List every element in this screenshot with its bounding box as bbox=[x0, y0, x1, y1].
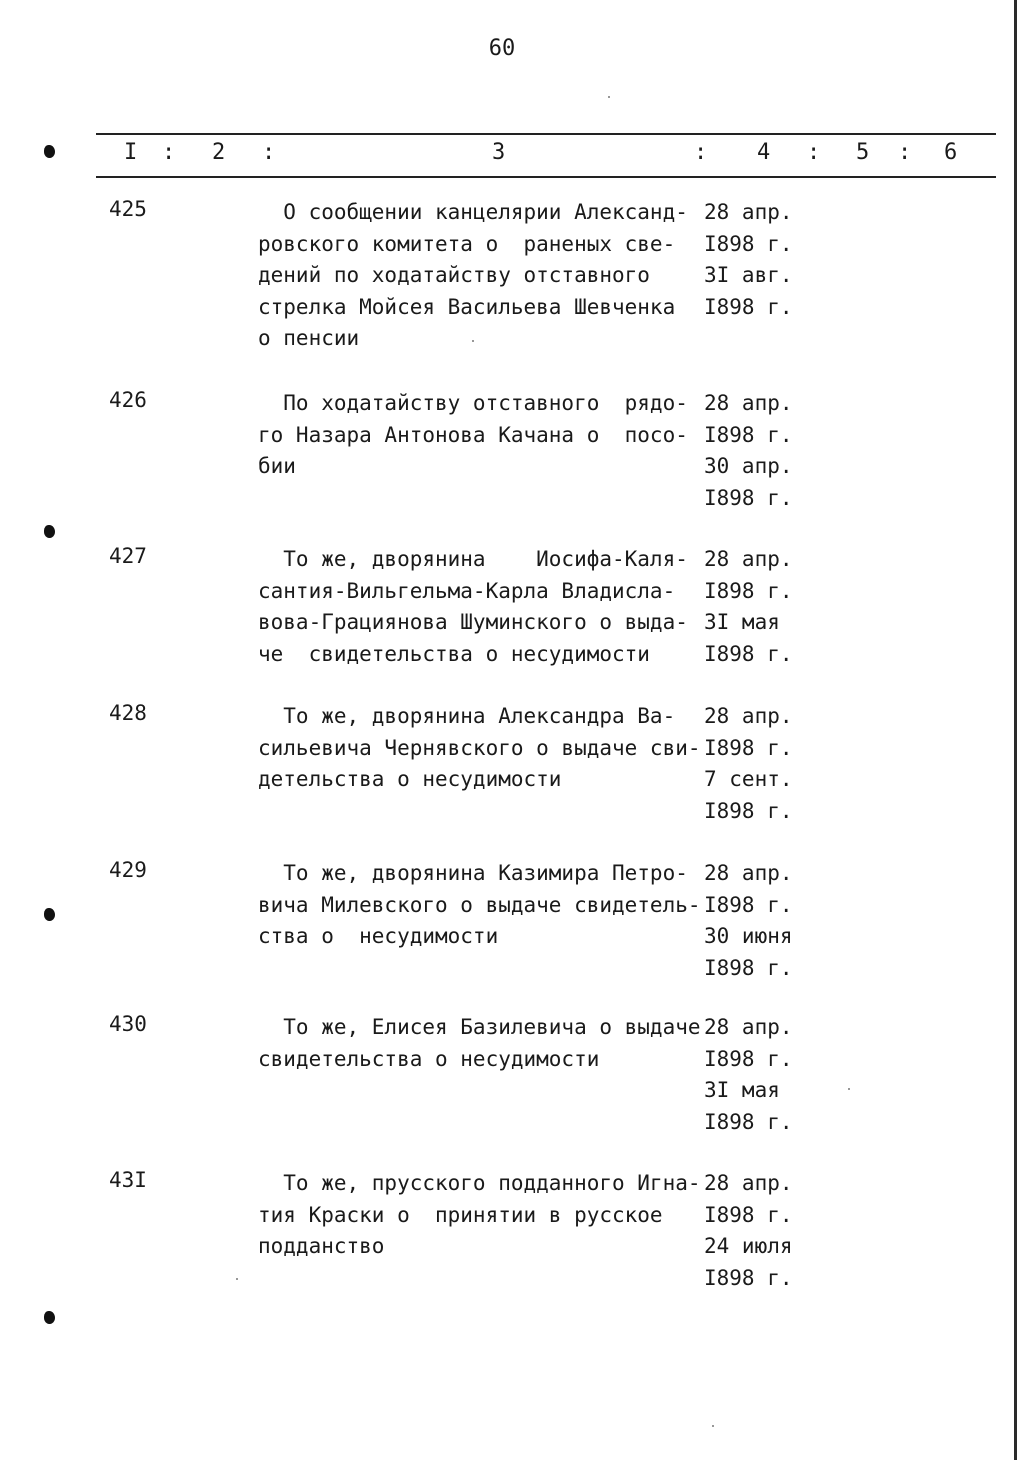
description-line: То же, дворянина Александра Ва- bbox=[258, 704, 676, 728]
scan-speck bbox=[472, 340, 474, 342]
entry-description bbox=[258, 701, 701, 796]
description-line: ства о несудимости bbox=[258, 924, 499, 948]
entry-description bbox=[258, 1012, 701, 1075]
date-line: 28 апр. bbox=[704, 391, 793, 415]
date-line: I898 г. bbox=[704, 735, 793, 760]
date-line: 28 апр. bbox=[704, 704, 793, 728]
date-line: I898 г. bbox=[704, 955, 793, 980]
date-line: I898 г. bbox=[704, 1202, 793, 1227]
description-line: По ходатайству отставного рядо- bbox=[258, 391, 688, 415]
entry-number: 428 bbox=[109, 701, 147, 725]
date-line: 28 апр. bbox=[704, 1015, 793, 1039]
entry-number: 429 bbox=[109, 858, 147, 882]
entry-number: 43I bbox=[109, 1168, 147, 1192]
description-line: сильевича Чернявского о выдаче сви- bbox=[258, 735, 701, 760]
scan-speck bbox=[848, 1088, 850, 1090]
date-line: I898 г. bbox=[704, 578, 793, 603]
header-col-4: 4 bbox=[757, 140, 771, 165]
description-line: То же, дворянина Казимира Петро- bbox=[258, 861, 688, 885]
description-line: о пенсии bbox=[258, 326, 360, 350]
entry-dates bbox=[704, 388, 814, 514]
header-col-3: 3 bbox=[492, 140, 506, 165]
hole-punch-mark bbox=[44, 145, 55, 158]
date-line: I898 г. bbox=[704, 1265, 793, 1290]
header-col-5: 5 bbox=[856, 140, 870, 165]
description-line: То же, прусского подданного Игна- bbox=[258, 1171, 701, 1195]
entry-dates bbox=[704, 858, 814, 984]
header-separator-5: : bbox=[898, 140, 912, 165]
entry-number: 426 bbox=[109, 388, 147, 412]
date-line: I898 г. bbox=[704, 231, 793, 256]
date-line: I898 г. bbox=[704, 294, 793, 319]
entry-dates bbox=[704, 544, 814, 670]
entry-number: 427 bbox=[109, 544, 147, 568]
date-line: I898 г. bbox=[704, 1046, 793, 1071]
description-line: го Назара Антонова Качана о посо- bbox=[258, 422, 688, 447]
scan-speck bbox=[712, 1425, 714, 1427]
date-line: 24 июля bbox=[704, 1234, 793, 1258]
description-line: детельства о несудимости bbox=[258, 767, 562, 791]
entry-description bbox=[258, 388, 698, 483]
description-line: бии bbox=[258, 454, 296, 478]
entry-description bbox=[258, 544, 698, 670]
description-line: свидетельства о несудимости bbox=[258, 1046, 600, 1071]
date-line: I898 г. bbox=[704, 798, 793, 823]
date-line: 30 июня bbox=[704, 924, 793, 948]
date-line: 28 апр. bbox=[704, 200, 793, 224]
hole-punch-mark bbox=[44, 908, 55, 921]
table-header-rule bbox=[96, 176, 996, 178]
table-header bbox=[96, 140, 996, 170]
hole-punch-mark bbox=[44, 525, 55, 538]
date-line: I898 г. bbox=[704, 485, 793, 510]
description-line: вова-Грацияновa Шуминского о выда- bbox=[258, 610, 688, 634]
header-separator-1: : bbox=[162, 140, 176, 165]
header-separator-2: : bbox=[262, 140, 276, 165]
description-line: подданство bbox=[258, 1234, 385, 1258]
entry-description bbox=[258, 858, 701, 953]
description-line: дений по ходатайству отставного bbox=[258, 263, 650, 287]
date-line: 28 апр. bbox=[704, 1171, 793, 1195]
header-col-2: 2 bbox=[212, 140, 226, 165]
date-line: 3I авг. bbox=[704, 263, 793, 287]
header-col-6: 6 bbox=[944, 140, 958, 165]
date-line: I898 г. bbox=[704, 422, 793, 447]
date-line: 28 апр. bbox=[704, 861, 793, 885]
description-line: О сообщении канцелярии Александ- bbox=[258, 200, 688, 224]
date-line: 30 апр. bbox=[704, 454, 793, 478]
date-line: 28 апр. bbox=[704, 547, 793, 571]
scan-speck bbox=[608, 96, 610, 98]
description-line: вича Милевского о выдаче свидетель- bbox=[258, 892, 701, 917]
header-separator-4: : bbox=[807, 140, 821, 165]
date-line: I898 г. bbox=[704, 641, 793, 666]
description-line: тия Краски о принятии в русское bbox=[258, 1202, 663, 1227]
page-number: 60 bbox=[488, 36, 516, 61]
description-line: То же, Елисея Базилевича о выдаче bbox=[258, 1015, 701, 1039]
description-line: То же, дворянина Иосифа-Каля- bbox=[258, 547, 688, 571]
entry-description bbox=[258, 1168, 701, 1263]
description-line: сантия-Вильгельма-Карла Владисла- bbox=[258, 578, 676, 603]
description-line: че свидетельства о несудимости bbox=[258, 641, 650, 666]
header-separator-3: : bbox=[694, 140, 708, 165]
entry-dates bbox=[704, 701, 814, 827]
entry-number: 430 bbox=[109, 1012, 147, 1036]
entry-description bbox=[258, 197, 698, 355]
entry-dates bbox=[704, 197, 814, 323]
description-line: стрелка Мойсея Васильева Шевченка bbox=[258, 294, 676, 319]
entry-dates bbox=[704, 1012, 814, 1138]
hole-punch-mark bbox=[44, 1311, 55, 1324]
description-line: ровского комитета о раненых све- bbox=[258, 231, 676, 256]
header-col-1: I bbox=[124, 140, 138, 165]
page-binding-edge bbox=[1014, 0, 1017, 1460]
date-line: I898 г. bbox=[704, 892, 793, 917]
entry-dates bbox=[704, 1168, 814, 1294]
table-top-rule bbox=[96, 133, 996, 135]
date-line: 3I мая bbox=[704, 1078, 780, 1102]
entry-number: 425 bbox=[109, 197, 147, 221]
date-line: 7 сент. bbox=[704, 767, 793, 791]
scan-speck bbox=[236, 1278, 238, 1280]
date-line: 3I мая bbox=[704, 610, 780, 634]
date-line: I898 г. bbox=[704, 1109, 793, 1134]
